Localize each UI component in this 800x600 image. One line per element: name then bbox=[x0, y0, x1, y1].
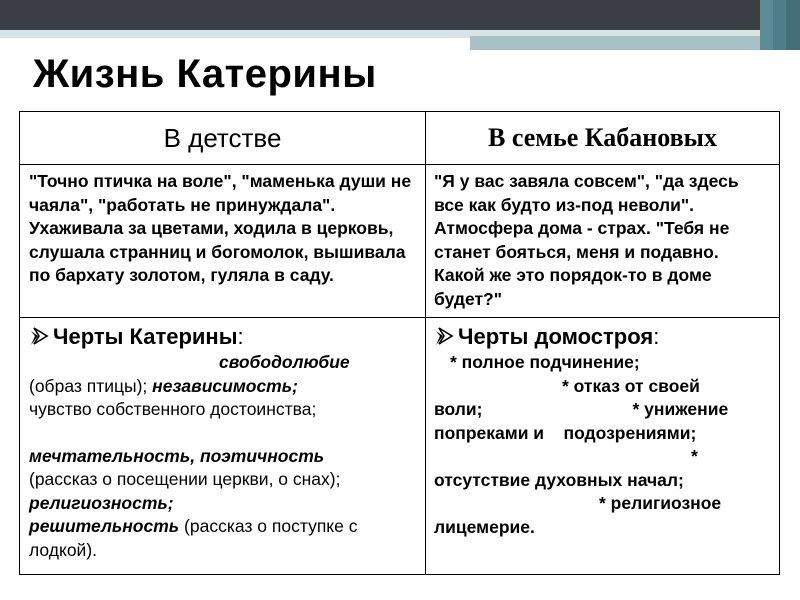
slide-top-divider bbox=[0, 38, 470, 42]
domostroy-line: * полное подчинение; bbox=[450, 352, 640, 372]
traits-cell bbox=[20, 318, 426, 575]
corner-decoration bbox=[760, 0, 773, 50]
traits-heading bbox=[29, 322, 417, 351]
slide-accent-band bbox=[470, 36, 800, 50]
comparison-table bbox=[19, 111, 780, 575]
trait-freedom-note: (образ птицы); bbox=[29, 375, 148, 396]
trait-determination-note: (рассказ о поступке с лодкой). bbox=[29, 516, 358, 560]
domostroy-line: отсутствие духовных начал; bbox=[434, 469, 684, 490]
trait-dignity: чувство собственного достоинства; bbox=[29, 399, 317, 419]
traits-heading-colon: : bbox=[237, 324, 244, 349]
page-title: Жизнь Катерины bbox=[33, 52, 377, 96]
column-header-childhood: В детстве bbox=[20, 112, 426, 165]
domostroy-heading-text: Черты домостроя bbox=[458, 324, 654, 349]
domostroy-heading-colon: : bbox=[653, 324, 660, 349]
slide-top-bar bbox=[0, 0, 800, 30]
domostroy-heading bbox=[434, 322, 771, 351]
domostroy-line: лицемерие. bbox=[434, 516, 535, 537]
corner-decoration bbox=[786, 0, 800, 50]
trait-dreaminess: мечтательность, поэтичность bbox=[29, 445, 325, 466]
trait-freedom: свободолюбие bbox=[219, 352, 350, 372]
domostroy-line: * религиозное bbox=[599, 493, 722, 513]
table-row bbox=[20, 318, 780, 575]
trait-religiosity: религиозность; bbox=[29, 492, 174, 513]
childhood-description: "Точно птичка на воле", "маменька души не чаяла", "работать не принуждала". Ухаживала за цветами, ходила в церковь, слушала странниц и богомолок, вышивала по бархату золотом, гуляла в саду. bbox=[20, 165, 426, 318]
table-header-row bbox=[20, 112, 780, 165]
checkmark-arrow-bullet-icon bbox=[434, 325, 454, 347]
corner-decoration bbox=[773, 0, 786, 50]
table-row bbox=[20, 165, 780, 318]
traits-heading-text: Черты Катерины bbox=[53, 324, 238, 349]
domostroy-line: * унижение bbox=[632, 399, 729, 419]
domostroy-cell bbox=[426, 318, 780, 575]
trait-dreaminess-note: (рассказ о посещении церкви, о снах); bbox=[29, 469, 341, 489]
domostroy-line: * отказ от своей bbox=[562, 375, 700, 396]
column-header-family: В семье Кабановых bbox=[426, 112, 780, 165]
domostroy-line: * bbox=[691, 446, 698, 466]
domostroy-line: попреками и подозрениями; bbox=[434, 422, 697, 443]
trait-determination: решительность bbox=[29, 516, 180, 536]
family-description: "Я у вас завяла совсем", "да здесь все как будто из-под неволи". Атмосфера дома - страх. "Тебя не станет бояться, меня и подавно. Какой же это порядок-то в доме будет?" bbox=[426, 165, 780, 318]
trait-independence: независимость; bbox=[152, 375, 298, 396]
checkmark-arrow-bullet-icon bbox=[29, 325, 49, 347]
domostroy-line: воли; bbox=[434, 399, 483, 419]
